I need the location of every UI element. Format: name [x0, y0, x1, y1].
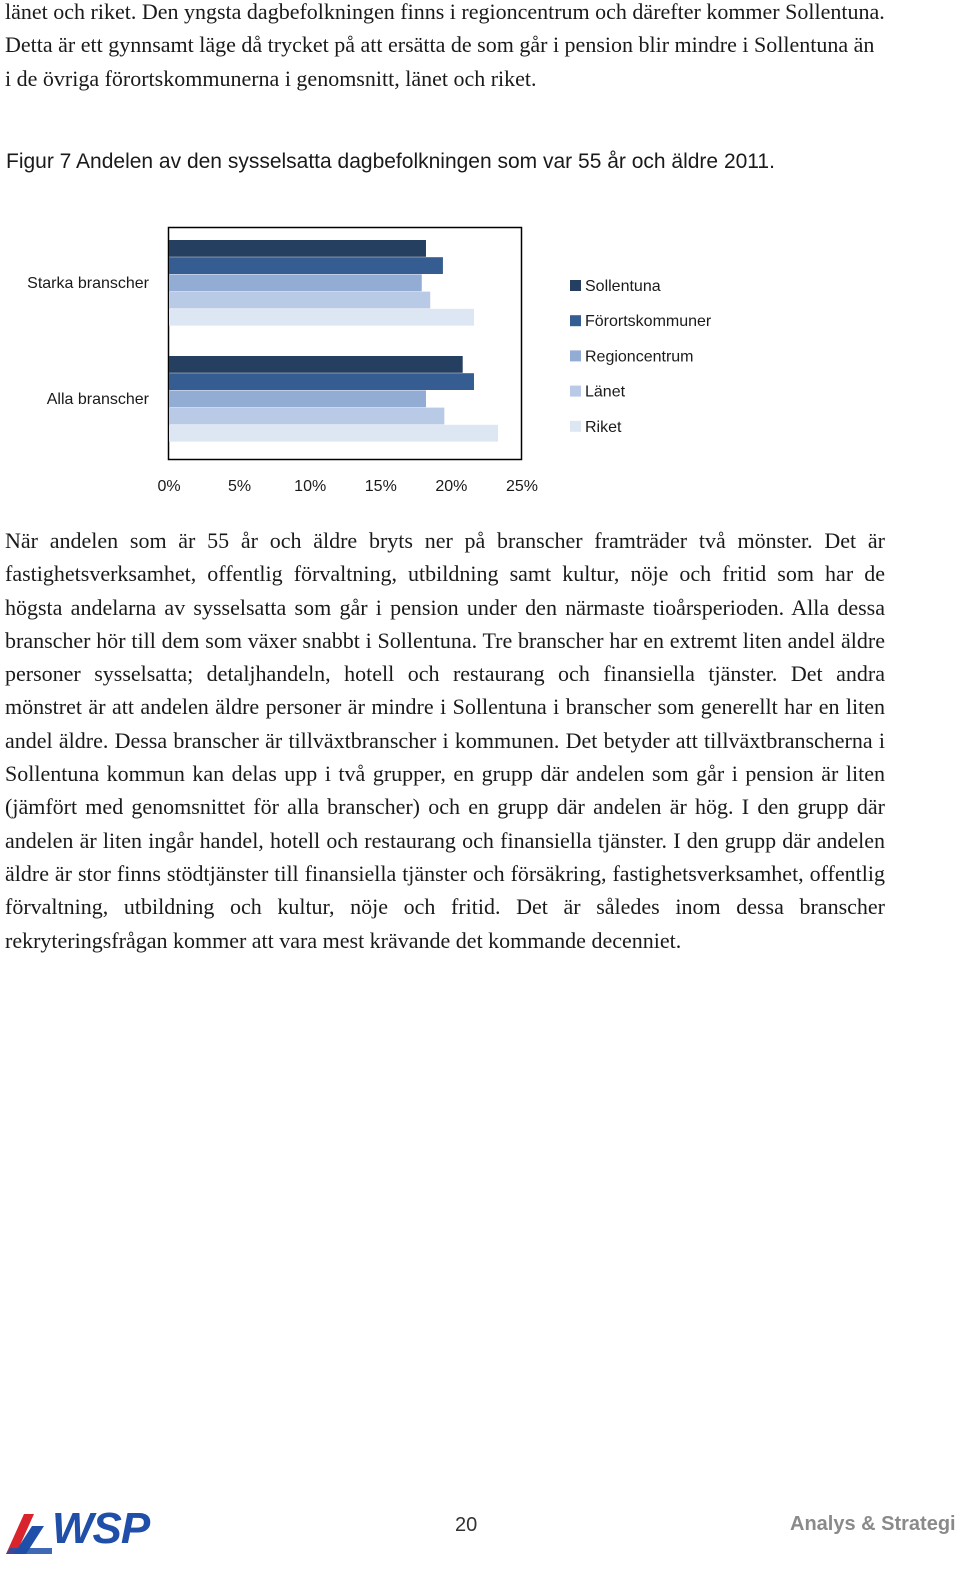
- wsp-logo-icon: [4, 1508, 54, 1563]
- legend-label: Förortskommuner: [585, 313, 712, 331]
- intro-paragraph: länet och riket. Den yngsta dagbefolkningen finns i regioncentrum och därefter kommer Sollentuna. Detta är ett gynnsamt läge då trycket på att ersätta de som går i pension blir mindre i Sollentuna än i de övriga förortskommunerna i genomsnitt, länet och riket.: [5, 0, 885, 91]
- legend-label: Länet: [585, 383, 626, 401]
- bar-0-3: [169, 292, 430, 309]
- page-number: 20: [455, 1514, 478, 1536]
- bar-chart: [0, 210, 760, 500]
- legend-swatch: [570, 350, 581, 361]
- x-tick-label: 15%: [364, 478, 397, 495]
- body-paragraph: När andelen som är 55 år och äldre bryts ner på branscher framträder två mönster. Det är fastighetsverksamhet, offentlig förvaltning, utbildning samt kultur, nöje och fritid som har de högsta andelarna av sysselsatta som går i pension under den närmaste tioårsperioden. Alla dessa branscher hör till dem som växer snabbt i Sollentuna. Tre branscher har en extremt liten andel äldre personer sysselsatta; detaljhandeln, hotell och restaurang och finansiella tjänster. Det andra mönstret är att andelen äldre personer är mindre i Sollentuna i branscher som generellt har en liten andel äldre. Dessa branscher är tillväxtbranscher i kommunen. Det betyder att tillväxtbranscherna i Sollentuna kommun kan delas upp i två grupper, en grupp där andelen som går i pension är liten (jämfört med genomsnittet för alla branscher) och en grupp där andelen är hög. I den grupp där andelen är liten ingår handel, hotell och restaurang och finansiella tjänster. I den grupp där andelen äldre är stor finns stödtjänster till finansiella tjänster och försäkring, fastighetsverksamhet, offentlig förvaltning, utbildning och kultur, nöje och fritid. Det är således inom dessa branscher rekryteringsfrågan kommer att vara mest krävande det kommande decenniet.: [5, 528, 885, 953]
- x-tick-label: 10%: [294, 478, 327, 495]
- footer-brand: Analys & Strategi: [790, 1513, 956, 1535]
- legend-label: Regioncentrum: [585, 348, 694, 366]
- bar-0-1: [169, 257, 443, 274]
- legend-swatch: [570, 421, 581, 432]
- legend-label: Riket: [585, 418, 622, 436]
- x-tick-label: 25%: [505, 478, 539, 495]
- bar-0-4: [169, 309, 474, 326]
- bar-1-3: [169, 408, 444, 425]
- figure-caption: Figur 7 Andelen av den sysselsatta dagbefolkningen som var 55 år och äldre 2011.: [6, 150, 775, 173]
- category-label: Starka branscher: [27, 275, 149, 292]
- bar-1-1: [169, 373, 474, 390]
- bar-1-2: [169, 390, 426, 407]
- bar-0-2: [169, 274, 422, 291]
- legend-swatch: [570, 315, 581, 326]
- legend-swatch: [570, 386, 581, 397]
- x-tick-label: 0%: [157, 478, 181, 495]
- legend-swatch: [570, 280, 581, 291]
- x-tick-label: 20%: [435, 478, 468, 495]
- bar-1-4: [169, 425, 498, 442]
- wsp-logo-text: WSP: [52, 1504, 150, 1553]
- bar-1-0: [169, 356, 463, 373]
- x-tick-label: 5%: [228, 478, 252, 495]
- category-label: Alla branscher: [46, 391, 149, 408]
- legend-label: Sollentuna: [585, 278, 661, 295]
- bar-0-0: [169, 240, 426, 257]
